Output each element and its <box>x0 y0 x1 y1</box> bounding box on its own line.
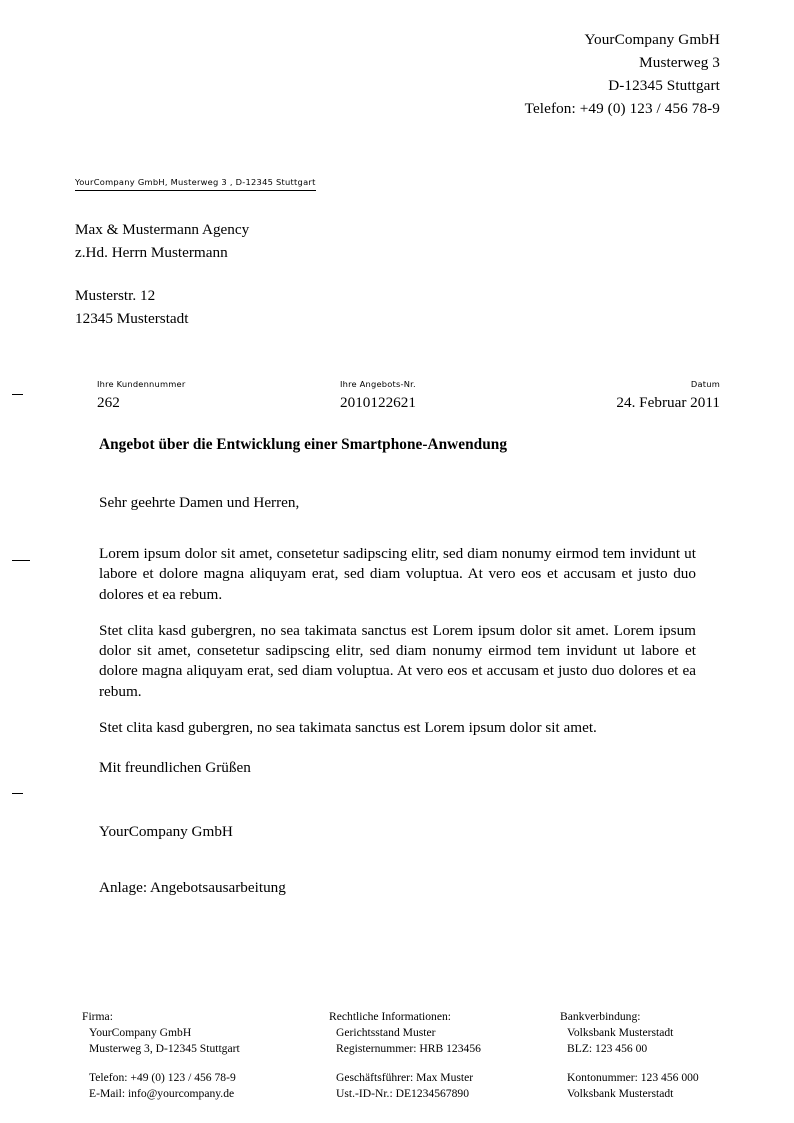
sender-city: D-12345 Stuttgart <box>608 77 720 95</box>
signature-company: YourCompany GmbH <box>99 823 233 841</box>
recipient-street: Musterstr. 12 <box>75 287 156 304</box>
reference-field-offer-number <box>340 379 416 412</box>
footer-bank-heading: Bankverbindung: <box>560 1010 641 1023</box>
footer-company-spacer <box>82 1057 329 1070</box>
sender-street: Musterweg 3 <box>639 54 720 72</box>
footer-company-name: YourCompany GmbH <box>89 1025 192 1039</box>
footer-legal-vat-id: Ust.-ID-Nr.: DE1234567890 <box>336 1086 469 1100</box>
reference-field-customer-number <box>97 379 185 412</box>
footer-legal-jurisdiction: Gerichtsstand Muster <box>336 1025 436 1039</box>
salutation: Sehr geehrte Damen und Herren, <box>99 494 300 511</box>
reference-field-date <box>616 379 720 412</box>
sender-phone: Telefon: +49 (0) 123 / 456 78-9 <box>524 100 720 118</box>
footer-bank-code: BLZ: 123 456 00 <box>567 1041 648 1055</box>
fold-mark-lower <box>12 793 23 794</box>
footer-bank-account-number: Kontonummer: 123 456 000 <box>567 1070 699 1084</box>
footer-bank-name: Volksbank Musterstadt <box>567 1025 674 1039</box>
sender-header <box>525 28 720 120</box>
footer-company-email: E-Mail: info@yourcompany.de <box>89 1086 235 1100</box>
recipient-address-block <box>75 219 249 330</box>
date-label: Datum <box>690 379 720 389</box>
recipient-city: 12345 Musterstadt <box>75 309 189 327</box>
footer-column-company <box>82 1009 329 1102</box>
footer-legal-heading: Rechtliche Informationen: <box>329 1010 452 1023</box>
footer-company-address: Musterweg 3, D-12345 Stuttgart <box>89 1041 240 1055</box>
sender-company: YourCompany GmbH <box>584 31 720 48</box>
date-value: 24. Februar 2011 <box>616 394 720 411</box>
return-address-line: YourCompany GmbH, Musterweg 3 , D-12345 Stuttgart <box>75 177 316 191</box>
customer-number-value: 262 <box>97 394 120 411</box>
footer-legal-register-number: Registernummer: HRB 123456 <box>336 1041 481 1055</box>
footer-legal-managing-director: Geschäftsführer: Max Muster <box>336 1070 474 1084</box>
footer-legal-spacer <box>329 1057 560 1070</box>
recipient-attention: z.Hd. Herrn Mustermann <box>75 243 228 261</box>
footer-bank-name-2: Volksbank Musterstadt <box>567 1086 674 1100</box>
closing-phrase: Mit freundlichen Grüßen <box>99 758 251 776</box>
customer-number-label: Ihre Kundennummer <box>97 379 186 389</box>
footer-column-bank <box>560 1009 727 1102</box>
fold-mark-upper <box>12 394 23 395</box>
footer-column-legal <box>329 1009 560 1102</box>
enclosure-note: Anlage: Angebotsausarbeitung <box>99 879 286 897</box>
footer-company-heading: Firma: <box>82 1010 113 1023</box>
letter-footer <box>82 1009 727 1102</box>
letter-subject: Angebot über die Entwicklung einer Smartphone-Anwendung <box>99 436 508 453</box>
body-paragraph-1: Lorem ipsum dolor sit amet, consetetur sadipscing elitr, sed diam nonumy eirmod tem invidunt ut labore et dolore magna aliquyam erat, sed diam voluptua. At vero eos et accusam et justo duo dolores et ea rebum. <box>99 545 696 603</box>
footer-bank-spacer <box>560 1057 727 1070</box>
letter-body <box>99 493 696 899</box>
recipient-spacer <box>75 264 249 285</box>
offer-number-label: Ihre Angebots-Nr. <box>340 379 416 389</box>
footer-company-phone: Telefon: +49 (0) 123 / 456 78-9 <box>89 1070 236 1084</box>
fold-mark-center <box>12 560 30 561</box>
offer-number-value: 2010122621 <box>340 394 416 411</box>
recipient-name: Max & Mustermann Agency <box>75 221 250 238</box>
body-paragraph-2: Stet clita kasd gubergren, no sea takimata sanctus est Lorem ipsum dolor sit amet. Lorem ipsum dolor sit amet, consetetur sadipscing elitr, sed diam nonumy eirmod tem invidunt ut labore et dolore magna aliquyam erat, sed diam voluptua. At vero eos et accusam et justo duo dolores et ea rebum. <box>99 621 696 700</box>
body-paragraph-3: Stet clita kasd gubergren, no sea takimata sanctus est Lorem ipsum dolor sit amet. <box>99 718 597 736</box>
